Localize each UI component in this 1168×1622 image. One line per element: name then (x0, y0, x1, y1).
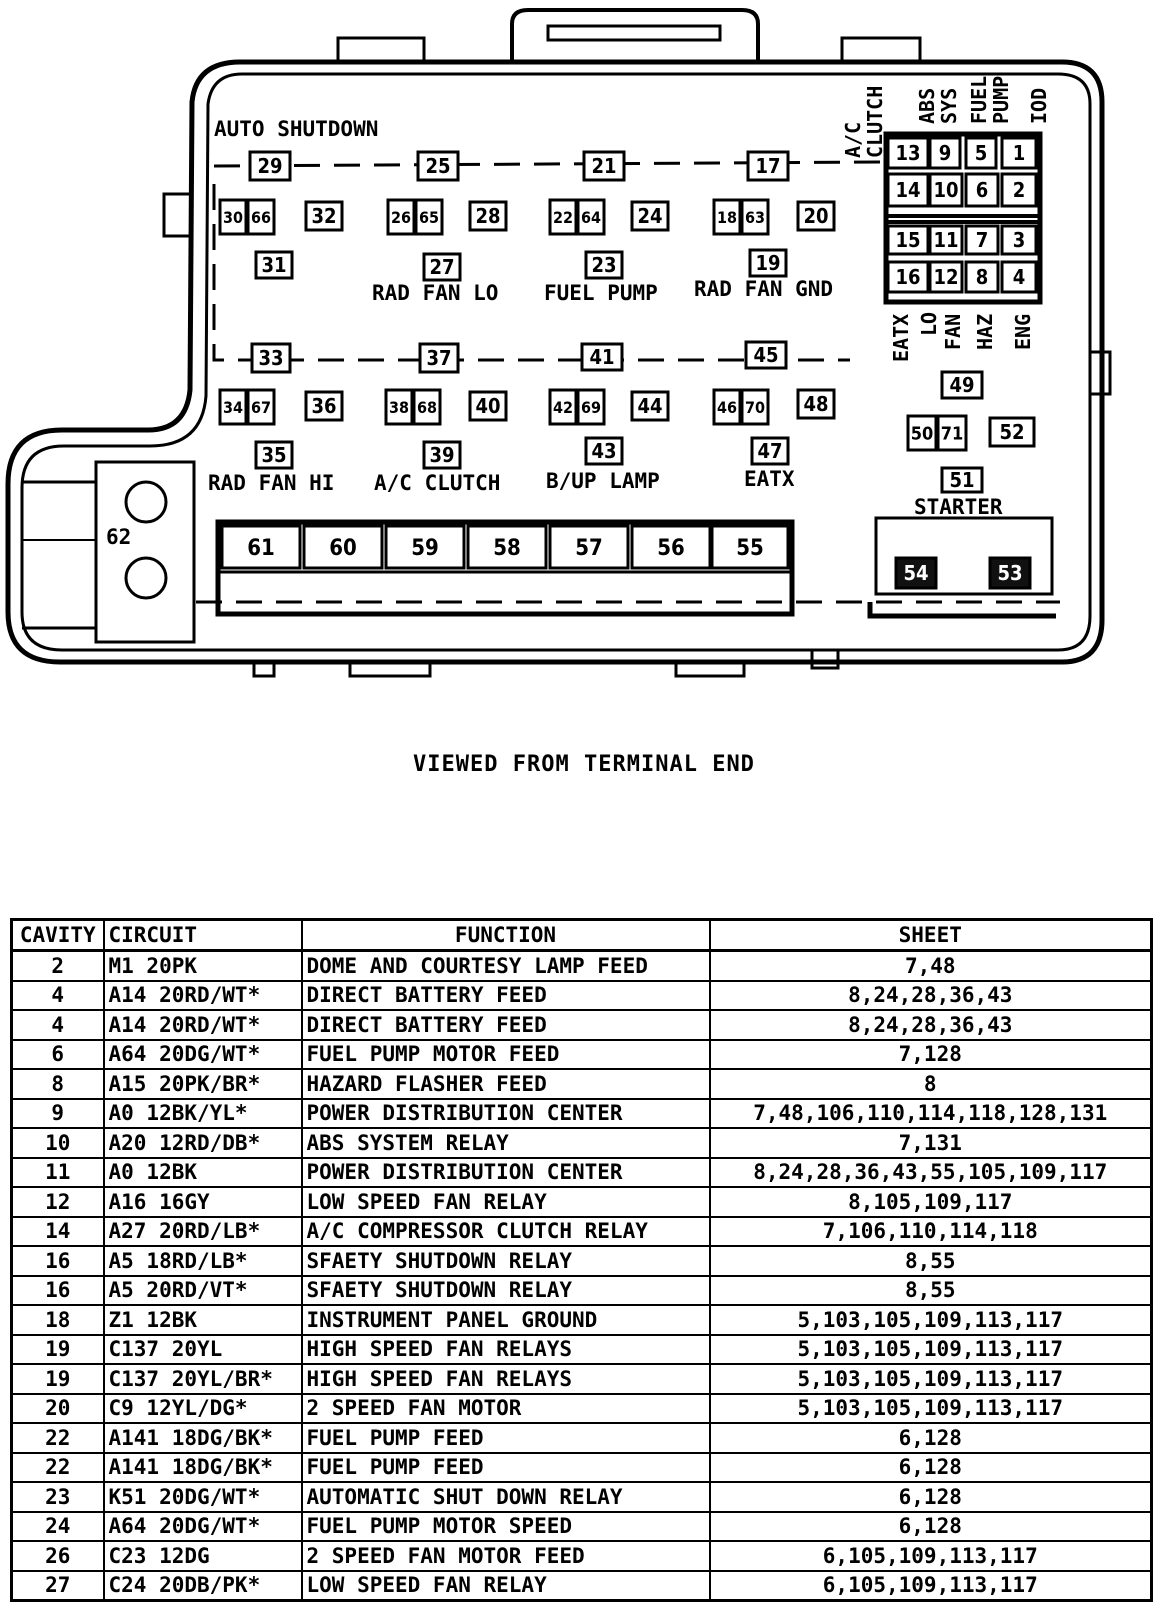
fuse-number: 1 (1012, 141, 1026, 166)
cell-function: LOW SPEED FAN RELAY (302, 1571, 710, 1601)
fuse-number: 59 (411, 535, 439, 561)
cell-cavity: 24 (12, 1512, 104, 1542)
fuse-63 (742, 200, 768, 234)
fuse-number: 52 (999, 420, 1025, 445)
fuse-5 (966, 138, 996, 168)
cell-circuit: A14 20RD/WT* (104, 981, 302, 1011)
fuse-11 (930, 226, 962, 254)
fuse-27 (424, 254, 460, 280)
cell-sheet: 8,24,28,36,43 (710, 1010, 1152, 1040)
fuse-number: 41 (589, 345, 615, 370)
cell-cavity: 2 (12, 951, 104, 981)
fuse-number: 7 (975, 228, 989, 253)
table-row (12, 1364, 1152, 1394)
fuse-58 (468, 526, 546, 568)
fuse-61 (222, 526, 300, 568)
fuse-number: 34 (222, 397, 244, 417)
table-row (12, 1335, 1152, 1365)
fuse-36 (306, 392, 342, 420)
fuse-32 (306, 202, 342, 230)
cell-function: POWER DISTRIBUTION CENTER (302, 1158, 710, 1188)
fuse-15 (888, 226, 928, 254)
cell-cavity: 6 (12, 1040, 104, 1070)
fuse-number: 21 (591, 154, 617, 179)
fuse-number: 42 (552, 397, 574, 417)
table-row (12, 1040, 1152, 1070)
cell-circuit: C137 20YL/BR* (104, 1364, 302, 1394)
cell-function: 2 SPEED FAN MOTOR (302, 1394, 710, 1424)
cell-sheet: 5,103,105,109,113,117 (710, 1364, 1152, 1394)
fuse-number: 28 (475, 204, 501, 229)
table-row (12, 1394, 1152, 1424)
fuse-number: 18 (716, 207, 738, 227)
fuse-39 (424, 442, 460, 468)
cell-sheet: 7,48,106,110,114,118,128,131 (710, 1099, 1152, 1129)
fuse-number: 37 (426, 346, 452, 371)
cell-circuit: A141 18DG/BK* (104, 1453, 302, 1483)
cell-sheet: 7,106,110,114,118 (710, 1217, 1152, 1247)
cell-sheet: 8 (710, 1069, 1152, 1099)
cell-sheet: 8,55 (710, 1246, 1152, 1276)
fuse-number: 22 (552, 207, 574, 227)
fuse-number: 66 (250, 207, 272, 227)
cell-sheet: 7,128 (710, 1040, 1152, 1070)
vlabel-eng: ENG (1011, 313, 1035, 350)
fuse-37 (420, 344, 458, 372)
fuse-number: 51 (949, 468, 975, 493)
fuse-52 (990, 418, 1034, 446)
fuse-number: 4 (1012, 265, 1026, 290)
fuse-64 (578, 200, 604, 234)
cell-cavity: 16 (12, 1246, 104, 1276)
cell-circuit: A14 20RD/WT* (104, 1010, 302, 1040)
fuse-6 (966, 174, 998, 206)
cell-function: FUEL PUMP MOTOR SPEED (302, 1512, 710, 1542)
cell-cavity: 8 (12, 1069, 104, 1099)
fuse-43 (586, 438, 622, 464)
cell-sheet: 8,24,28,36,43 (710, 981, 1152, 1011)
fuse-21 (584, 152, 624, 180)
fuse-number: 65 (418, 207, 440, 227)
fuse-number: 56 (657, 535, 685, 561)
cell-sheet: 6,128 (710, 1512, 1152, 1542)
cell-cavity: 22 (12, 1423, 104, 1453)
fuse-number: 26 (390, 207, 412, 227)
cell-sheet: 8,105,109,117 (710, 1187, 1152, 1217)
fuse-51 (942, 468, 982, 492)
fuse-23 (586, 252, 622, 278)
fuse-57 (550, 526, 628, 568)
label-eatx: EATX (744, 467, 795, 491)
fuse-number: 3 (1012, 228, 1026, 253)
fuse-number: 55 (736, 535, 764, 561)
fuse-25 (418, 152, 458, 180)
fuse-10 (930, 174, 962, 206)
cell-sheet: 8,55 (710, 1276, 1152, 1306)
vlabel-iod: IOD (1027, 87, 1051, 124)
cell-cavity: 18 (12, 1305, 104, 1335)
table-row (12, 1246, 1152, 1276)
fuse-40 (470, 392, 506, 420)
fuse-number: 5 (974, 141, 988, 166)
table-row (12, 1099, 1152, 1129)
label-fuel-pump: FUEL PUMP (544, 281, 658, 305)
cell-sheet: 6,128 (710, 1482, 1152, 1512)
fuse-number: 13 (895, 141, 921, 166)
fuse-number: 45 (753, 343, 779, 368)
cavity-table (10, 918, 1153, 1602)
cell-function: HIGH SPEED FAN RELAYS (302, 1335, 710, 1365)
fuse-number: 40 (475, 394, 501, 419)
fuse-59 (386, 526, 464, 568)
cell-sheet: 6,105,109,113,117 (710, 1541, 1152, 1571)
fuse-54 (896, 558, 936, 588)
cell-cavity: 26 (12, 1541, 104, 1571)
caption: VIEWED FROM TERMINAL END (413, 752, 755, 777)
cell-circuit: A5 18RD/LB* (104, 1246, 302, 1276)
cell-circuit: K51 20DG/WT* (104, 1482, 302, 1512)
fuse-47 (752, 438, 788, 464)
table-row (12, 1512, 1152, 1542)
label-rad-fan-hi: RAD FAN HI (208, 471, 335, 495)
vlabel-clutch: CLUTCH (863, 85, 887, 158)
fuse-number: 70 (744, 397, 766, 417)
cell-sheet: 5,103,105,109,113,117 (710, 1394, 1152, 1424)
cell-sheet: 6,105,109,113,117 (710, 1571, 1152, 1601)
fuse-48 (798, 390, 834, 418)
fuse-7 (966, 226, 998, 254)
fuse-number: 53 (997, 561, 1023, 586)
table-row (12, 1010, 1152, 1040)
vlabel-haz: HAZ (973, 313, 997, 350)
fuse-4 (1002, 262, 1036, 292)
fuse-28 (470, 202, 506, 230)
fuse-number: 20 (803, 204, 829, 229)
cell-function: A/C COMPRESSOR CLUTCH RELAY (302, 1217, 710, 1247)
table-row (12, 1423, 1152, 1453)
cell-cavity: 4 (12, 1010, 104, 1040)
label-rad-fan-lo: RAD FAN LO (372, 281, 499, 305)
fuse-42 (550, 390, 576, 424)
label-bup-lamp: B/UP LAMP (546, 469, 660, 493)
table-row (12, 1128, 1152, 1158)
cell-function: DOME AND COURTESY LAMP FEED (302, 951, 710, 981)
fuse-67 (248, 390, 274, 424)
header-function: FUNCTION (302, 920, 710, 951)
fuse-number: 12 (933, 265, 959, 290)
cell-circuit: C137 20YL (104, 1335, 302, 1365)
table-row (12, 1217, 1152, 1247)
fuse-9 (930, 138, 960, 168)
fuse-number: 17 (755, 154, 781, 179)
table-header-row (12, 920, 1152, 951)
fuse-number: 30 (222, 207, 244, 227)
cell-circuit: A15 20PK/BR* (104, 1069, 302, 1099)
fuse-number: 6 (975, 178, 989, 203)
cell-cavity: 23 (12, 1482, 104, 1512)
fuse-8 (966, 262, 998, 292)
cell-cavity: 11 (12, 1158, 104, 1188)
fuse-2 (1002, 174, 1036, 206)
fuse-number: 15 (895, 228, 921, 253)
fuse-number: 39 (429, 443, 455, 468)
cell-sheet: 7,131 (710, 1128, 1152, 1158)
fuse-41 (582, 344, 622, 370)
fuse-number: 63 (744, 207, 766, 227)
fuse-66 (248, 200, 274, 234)
cell-cavity: 14 (12, 1217, 104, 1247)
fuse-number: 67 (250, 397, 272, 417)
table-row (12, 1305, 1152, 1335)
fuse-number: 64 (580, 207, 602, 227)
cell-function: SFAETY SHUTDOWN RELAY (302, 1246, 710, 1276)
label-62: 62 (106, 525, 132, 549)
fuse-16 (888, 262, 928, 292)
header-sheet: SHEET (710, 920, 1152, 951)
fuse-number: 36 (311, 394, 337, 419)
fuse-number: 10 (933, 178, 959, 203)
fuse-44 (632, 392, 668, 420)
cell-circuit: A20 12RD/DB* (104, 1128, 302, 1158)
fuse-34 (220, 390, 246, 424)
fuse-12 (930, 262, 962, 292)
fuse-26 (388, 200, 414, 234)
fuse-17 (748, 152, 788, 180)
fuse-number: 33 (258, 346, 284, 371)
vlabel-fuel: FUEL (967, 75, 991, 124)
fuse-50 (908, 416, 936, 450)
fuse-number: 47 (757, 439, 783, 464)
vlabel-eatx: EATX (889, 313, 913, 362)
cell-cavity: 12 (12, 1187, 104, 1217)
fuse-number: 50 (910, 423, 934, 445)
fuse-60 (304, 526, 382, 568)
fuse-number: 58 (493, 535, 521, 561)
fuse-55 (712, 526, 788, 568)
fuse-29 (250, 152, 290, 180)
cell-circuit: C24 20DB/PK* (104, 1571, 302, 1601)
cell-cavity: 27 (12, 1571, 104, 1601)
cell-function: FUEL PUMP FEED (302, 1453, 710, 1483)
cell-function: 2 SPEED FAN MOTOR FEED (302, 1541, 710, 1571)
cell-circuit: A64 20DG/WT* (104, 1512, 302, 1542)
fuse-number: 49 (949, 373, 975, 398)
cell-cavity: 20 (12, 1394, 104, 1424)
fuse-53 (990, 558, 1030, 588)
cell-function: INSTRUMENT PANEL GROUND (302, 1305, 710, 1335)
cell-circuit: A5 20RD/VT* (104, 1276, 302, 1306)
fuse-number: 31 (261, 253, 287, 278)
cell-circuit: A0 12BK (104, 1158, 302, 1188)
fuse-35 (256, 442, 292, 468)
fuse-number: 27 (429, 255, 455, 280)
cell-cavity: 19 (12, 1364, 104, 1394)
fuse-number: 11 (933, 228, 959, 253)
cell-function: HIGH SPEED FAN RELAYS (302, 1364, 710, 1394)
fuse-33 (252, 344, 290, 372)
fuse-68 (414, 390, 440, 424)
fuse-number: 16 (895, 265, 921, 290)
cell-function: POWER DISTRIBUTION CENTER (302, 1099, 710, 1129)
fuse-number: 57 (575, 535, 603, 561)
fuse-31 (256, 252, 292, 278)
fuse-14 (888, 174, 928, 206)
cell-cavity: 10 (12, 1128, 104, 1158)
fuse-18 (714, 200, 740, 234)
cell-function: DIRECT BATTERY FEED (302, 1010, 710, 1040)
fuse-70 (742, 390, 768, 424)
vlabel-fan: FAN (941, 313, 965, 350)
fuse-45 (746, 342, 786, 368)
fuse-number: 54 (903, 561, 929, 586)
fuse-number: 2 (1012, 178, 1026, 203)
cell-function: SFAETY SHUTDOWN RELAY (302, 1276, 710, 1306)
cell-circuit: A141 18DG/BK* (104, 1423, 302, 1453)
fuse-number: 69 (580, 397, 602, 417)
table-row (12, 1158, 1152, 1188)
fuse-56 (632, 526, 710, 568)
fuse-69 (578, 390, 604, 424)
cell-circuit: A0 12BK/YL* (104, 1099, 302, 1129)
cell-function: FUEL PUMP MOTOR FEED (302, 1040, 710, 1070)
cell-cavity: 9 (12, 1099, 104, 1129)
fuse-46 (714, 390, 740, 424)
table-row (12, 1187, 1152, 1217)
fuse-20 (798, 202, 834, 230)
fuse-number: 25 (425, 154, 451, 179)
fuse-number: 19 (755, 251, 781, 276)
vlabel-abs: ABS (915, 87, 939, 124)
fuse-3 (1002, 226, 1036, 254)
cell-function: HAZARD FLASHER FEED (302, 1069, 710, 1099)
fuse-number: 32 (311, 204, 337, 229)
cell-cavity: 22 (12, 1453, 104, 1483)
cell-function: ABS SYSTEM RELAY (302, 1128, 710, 1158)
table-row (12, 981, 1152, 1011)
label-starter: STARTER (914, 495, 1003, 519)
fuse-number: 61 (247, 535, 275, 561)
cell-sheet: 6,128 (710, 1453, 1152, 1483)
header-cavity: CAVITY (12, 920, 104, 951)
cell-sheet: 7,48 (710, 951, 1152, 981)
cell-circuit: C23 12DG (104, 1541, 302, 1571)
label-rad-fan-gnd: RAD FAN GND (694, 277, 834, 301)
fuse-38 (386, 390, 412, 424)
cell-function: LOW SPEED FAN RELAY (302, 1187, 710, 1217)
vlabel-lo: LO (917, 311, 941, 336)
fuse-71 (938, 416, 966, 450)
cell-cavity: 16 (12, 1276, 104, 1306)
fuse-24 (632, 202, 668, 230)
cell-circuit: M1 20PK (104, 951, 302, 981)
cell-circuit: A64 20DG/WT* (104, 1040, 302, 1070)
cell-circuit: Z1 12BK (104, 1305, 302, 1335)
fuse-22 (550, 200, 576, 234)
fuse-number: 43 (591, 439, 617, 464)
fuse-30 (220, 200, 246, 234)
fuse-number: 9 (938, 141, 952, 166)
fuse-65 (416, 200, 442, 234)
header-circuit: CIRCUIT (104, 920, 302, 951)
cell-circuit: A27 20RD/LB* (104, 1217, 302, 1247)
fuse-number: 68 (416, 397, 438, 417)
table-row (12, 1541, 1152, 1571)
table-row (12, 1453, 1152, 1483)
cell-function: FUEL PUMP FEED (302, 1423, 710, 1453)
cell-function: DIRECT BATTERY FEED (302, 981, 710, 1011)
fuse-box-diagram (0, 0, 1168, 720)
label-ac-clutch: A/C CLUTCH (374, 471, 501, 495)
vlabel-sys: SYS (937, 87, 961, 124)
cell-sheet: 5,103,105,109,113,117 (710, 1305, 1152, 1335)
fuse-number: 46 (716, 397, 738, 417)
cell-function: AUTOMATIC SHUT DOWN RELAY (302, 1482, 710, 1512)
fuse-49 (942, 372, 982, 398)
fuse-number: 8 (975, 265, 989, 290)
label-auto-shutdown: AUTO SHUTDOWN (214, 117, 379, 141)
fuse-number: 38 (388, 397, 410, 417)
cell-sheet: 5,103,105,109,113,117 (710, 1335, 1152, 1365)
fuse-number: 24 (637, 204, 663, 229)
cell-sheet: 8,24,28,36,43,55,105,109,117 (710, 1158, 1152, 1188)
table-row (12, 1069, 1152, 1099)
fuse-1 (1002, 138, 1036, 168)
table-row (12, 1571, 1152, 1601)
fuse-13 (888, 138, 928, 168)
fuse-number: 29 (257, 154, 283, 179)
fuse-number: 23 (591, 253, 617, 278)
cell-circuit: C9 12YL/DG* (104, 1394, 302, 1424)
fuse-number: 44 (637, 394, 663, 419)
cell-sheet: 6,128 (710, 1423, 1152, 1453)
table-row (12, 1482, 1152, 1512)
fuse-19 (750, 250, 786, 276)
fuse-number: 60 (329, 535, 357, 561)
cell-circuit: A16 16GY (104, 1187, 302, 1217)
vlabel-ac: A/C (841, 121, 865, 158)
cell-cavity: 19 (12, 1335, 104, 1365)
vlabel-pump: PUMP (989, 75, 1013, 124)
fuse-number: 35 (261, 443, 287, 468)
table-row (12, 951, 1152, 981)
fuse-number: 14 (895, 178, 921, 203)
table-row (12, 1276, 1152, 1306)
fuse-number: 71 (940, 423, 964, 445)
cell-cavity: 4 (12, 981, 104, 1011)
fuse-number: 48 (803, 392, 829, 417)
